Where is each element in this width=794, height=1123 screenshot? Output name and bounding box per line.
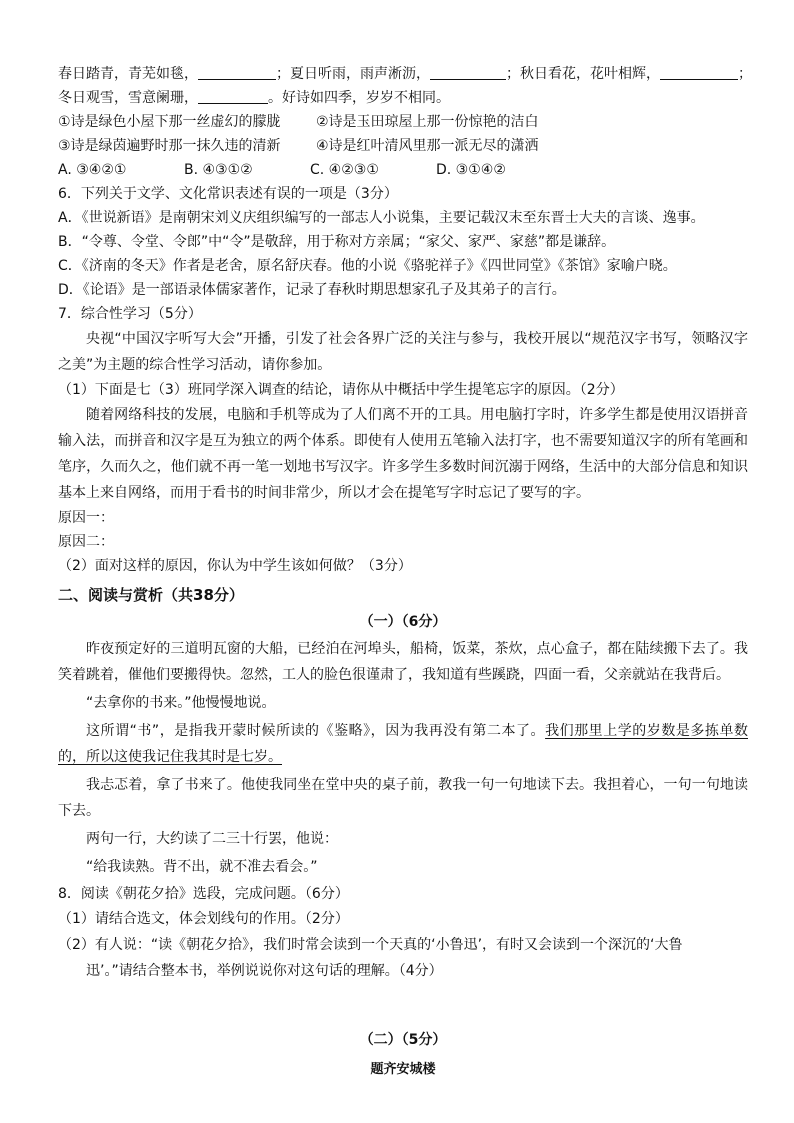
q5-options-row-1 [58, 110, 748, 134]
poem-title: 题齐安城楼 [370, 1062, 436, 1077]
section-title: 二、阅读与赏析（共38分） [58, 586, 244, 604]
passage-para-4: 我忐忑着，拿了书来了。他使我同坐在堂中央的桌子前，教我一句一句地读下去。我担着心，一句一句地读下去。 [58, 777, 748, 819]
passage-para-3 [58, 718, 748, 770]
reason-two-label[interactable]: 原因二： [58, 534, 114, 550]
passage-para-1: 昨夜预定好的三道明瓦窗的大船，已经泊在河埠头，船椅，饭菜，茶炊，点心盒子，都在陆续搬下去了。我笑着跳着，催他们要搬得快。忽然，工人的脸色很谨肃了，我知道有些蹊跷，四面一看，父亲就站在我背后。 [58, 641, 748, 683]
q7-stem: 7．综合性学习（5分） [58, 306, 202, 322]
q5-text: ； [738, 66, 752, 82]
underlined-sentence: 我们那里上学的岁数是多拣单数的， [58, 723, 748, 765]
q7-material: 随着网络科技的发展，电脑和手机等成为了人们离不开的工具。用电脑打字时，许多学生都是使用汉语拼音输入法，而拼音和汉字是互为独立的两个体系。即使有人使用五笔输入法打字，也不需要知道汉字的所有笔画和笔序，久而久之，他们就不再一笔一划地书写汉字。许多学生多数时间沉溺于网络，生活中的大部分信息和知识基本上来自网络，而用于看书的时间非常少，所以才会在提笔写字时忘记了要写的字。 [58, 407, 748, 501]
answer-blank[interactable] [198, 65, 276, 80]
q5-text: ；秋日看花，花叶相辉， [506, 66, 660, 82]
q5-text: ；夏日听雨，雨声淅沥， [276, 66, 430, 82]
passage-text: 这所谓“书”，是指我开蒙时候所读的《鉴略》，因为我再没有第二本了。 [86, 723, 546, 739]
subsection-1-title: （一）（6分） [359, 614, 447, 630]
q7-intro: 央视“中国汉字听写大会”开播，引发了社会各界广泛的关注与参与，我校开展以“规范汉字书写，领略汉字之美”为主题的综合性学习活动，请你参加。 [58, 331, 748, 373]
q8-part-2-line-2: 迅’。”请结合整本书，举例说说你对这句话的理解。（4分） [86, 963, 443, 979]
q5-text: 。好诗如四季，岁岁不相同。 [268, 90, 450, 106]
q6-choice-d[interactable]: D．《论语》是一部语录体儒家著作，记录了春秋时期思想家孔子及其弟子的言行。 [58, 282, 566, 298]
q5-choices [58, 158, 748, 182]
q8-stem: 8．阅读《朝花夕拾》选段，完成问题。（6分） [58, 886, 349, 902]
reason-one-label[interactable]: 原因一： [58, 510, 114, 526]
q5-option-2: ②诗是玉田琼屋上那一份惊艳的洁白 [316, 114, 539, 130]
q6-choice-a[interactable]: A．《世说新语》是南朝宋刘义庆组织编写的一部志人小说集，主要记载汉末至东晋士大夫的言谈、逸事。 [58, 210, 705, 226]
q8-part-2-line-1: （2）有人说：“读《朝花夕拾》，我们时常会读到一个天真的‘小鲁迅’，有时又会读到一个深沉的‘大鲁 [58, 937, 683, 953]
choice-a[interactable]: A. ③④②① [58, 162, 127, 178]
q6-stem: 6．下列关于文学、文化常识表述有误的一项是（3分） [58, 186, 398, 202]
q5-option-3: ③诗是绿茵遍野时那一抹久违的清新 [58, 138, 281, 154]
answer-blank[interactable] [660, 65, 738, 80]
q6-choice-c[interactable]: C．《济南的冬天》作者是老舍，原名舒庆春。他的小说《骆驼祥子》《四世同堂》《茶馆》家喻户晓。 [58, 258, 677, 274]
passage-para-6: “给我读熟。背不出，就不准去看会。” [86, 859, 318, 875]
q7-part-2: （2）面对这样的原因，你认为中学生该如何做？（3分） [58, 558, 412, 574]
q5-line-2 [58, 86, 748, 110]
q8-part-1: （1）请结合选文，体会划线句的作用。（2分） [58, 911, 349, 927]
q5-text: 冬日观雪，雪意阑珊， [58, 90, 198, 106]
q5-option-4: ④诗是红叶清风里那一派无尽的潇洒 [316, 138, 539, 154]
q5-options-row-2 [58, 134, 748, 158]
answer-blank[interactable] [198, 89, 268, 104]
passage-para-5: 两句一行，大约读了二三十行罢，他说： [86, 831, 338, 847]
exam-page [58, 62, 752, 1082]
choice-b[interactable]: B. ④③①② [184, 162, 253, 178]
q5-text: 春日踏青，青芜如毯， [58, 66, 198, 82]
answer-blank[interactable] [430, 65, 506, 80]
q5-option-1: ①诗是绿色小屋下那一丝虚幻的朦胧 [58, 114, 281, 130]
q5-line-1 [58, 62, 752, 86]
q6-choice-b[interactable]: B．“令尊、令堂、令郎”中“令”是敬辞，用于称对方亲属；“家父、家严、家慈”都是谦辞。 [58, 234, 616, 250]
subsection-2-title: （二）（5分） [359, 1032, 447, 1048]
choice-d[interactable]: D. ③①④② [436, 162, 506, 178]
underlined-sentence: 所以这使我记住我其时是七岁。 [86, 749, 282, 765]
choice-c[interactable]: C. ④②③① [310, 162, 379, 178]
passage-para-2: “去拿你的书来。”他慢慢地说。 [86, 695, 276, 711]
q7-part-1: （1）下面是七（3）班同学深入调查的结论，请你从中概括中学生提笔忘字的原因。（2分） [58, 382, 624, 398]
